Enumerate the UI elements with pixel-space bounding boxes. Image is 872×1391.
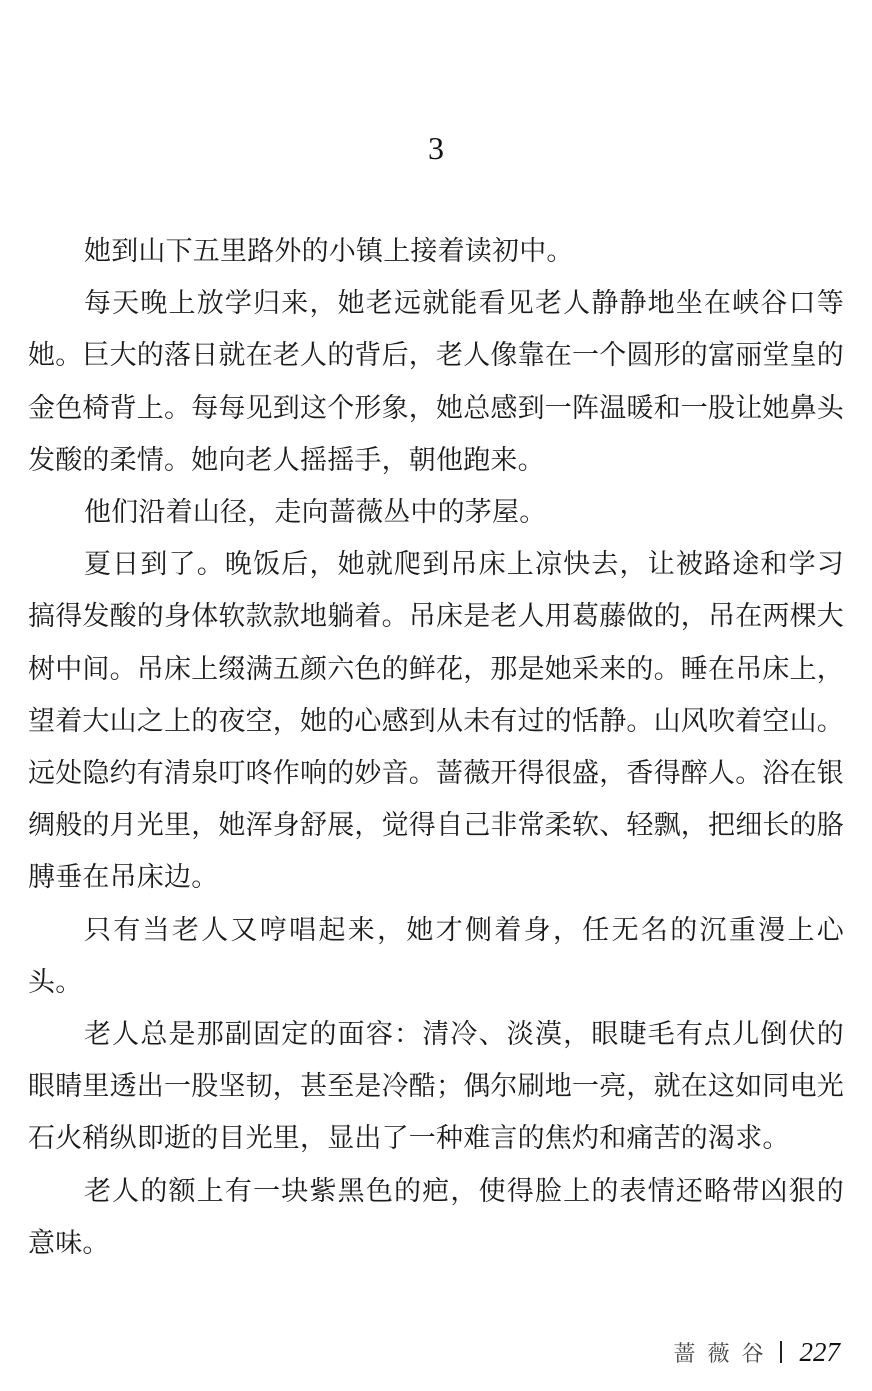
- paragraph: 老人总是那副固定的面容：清冷、淡漠，眼睫毛有点儿倒伏的眼睛里透出一股坚韧，甚至是冷酷；偶尔刷地一亮，就在这如同电光石火稍纵即逝的目光里，显出了一种难言的焦灼和痛苦的渴求。: [28, 1019, 844, 1155]
- footer-divider: [780, 1341, 782, 1363]
- page-number: 227: [799, 1336, 840, 1367]
- paragraph: 老人的额上有一块紫黑色的疤，使得脸上的表情还略带凶狠的意味。: [28, 1175, 844, 1259]
- page-footer: [673, 1334, 840, 1370]
- paragraph: 每天晚上放学归来，她老远就能看见老人静静地坐在峡谷口等她。巨大的落日就在老人的背后，老人像靠在一个圆形的富丽堂皇的金色椅背上。每每见到这个形象，她总感到一阵温暖和一股让她鼻头发酸的柔情。她向老人摇摇手，朝他跑来。: [28, 288, 844, 476]
- running-title: 蔷薇谷: [673, 1341, 776, 1367]
- chapter-number: 3: [428, 130, 444, 166]
- paragraph: 只有当老人又哼唱起来，她才侧着身，任无名的沉重漫上心头。: [28, 914, 844, 998]
- paragraph: 夏日到了。晚饭后，她就爬到吊床上凉快去，让被路途和学习搞得发酸的身体软款款地躺着。吊床是老人用葛藤做的，吊在两棵大树中间。吊床上缀满五颜六色的鲜花，那是她采来的。睡在吊床上，望着大山之上的夜空，她的心感到从未有过的恬静。山风吹着空山。远处隐约有清泉叮咚作响的妙音。蔷薇开得很盛，香得醉人。浴在银绸般的月光里，她浑身舒展，觉得自己非常柔软、轻飘，把细长的胳膊垂在吊床边。: [28, 549, 844, 894]
- paragraph: 他们沿着山径，走向蔷薇丛中的茅屋。: [84, 497, 547, 529]
- body-text: [28, 226, 844, 1270]
- paragraph: 她到山下五里路外的小镇上接着读初中。: [84, 236, 574, 267]
